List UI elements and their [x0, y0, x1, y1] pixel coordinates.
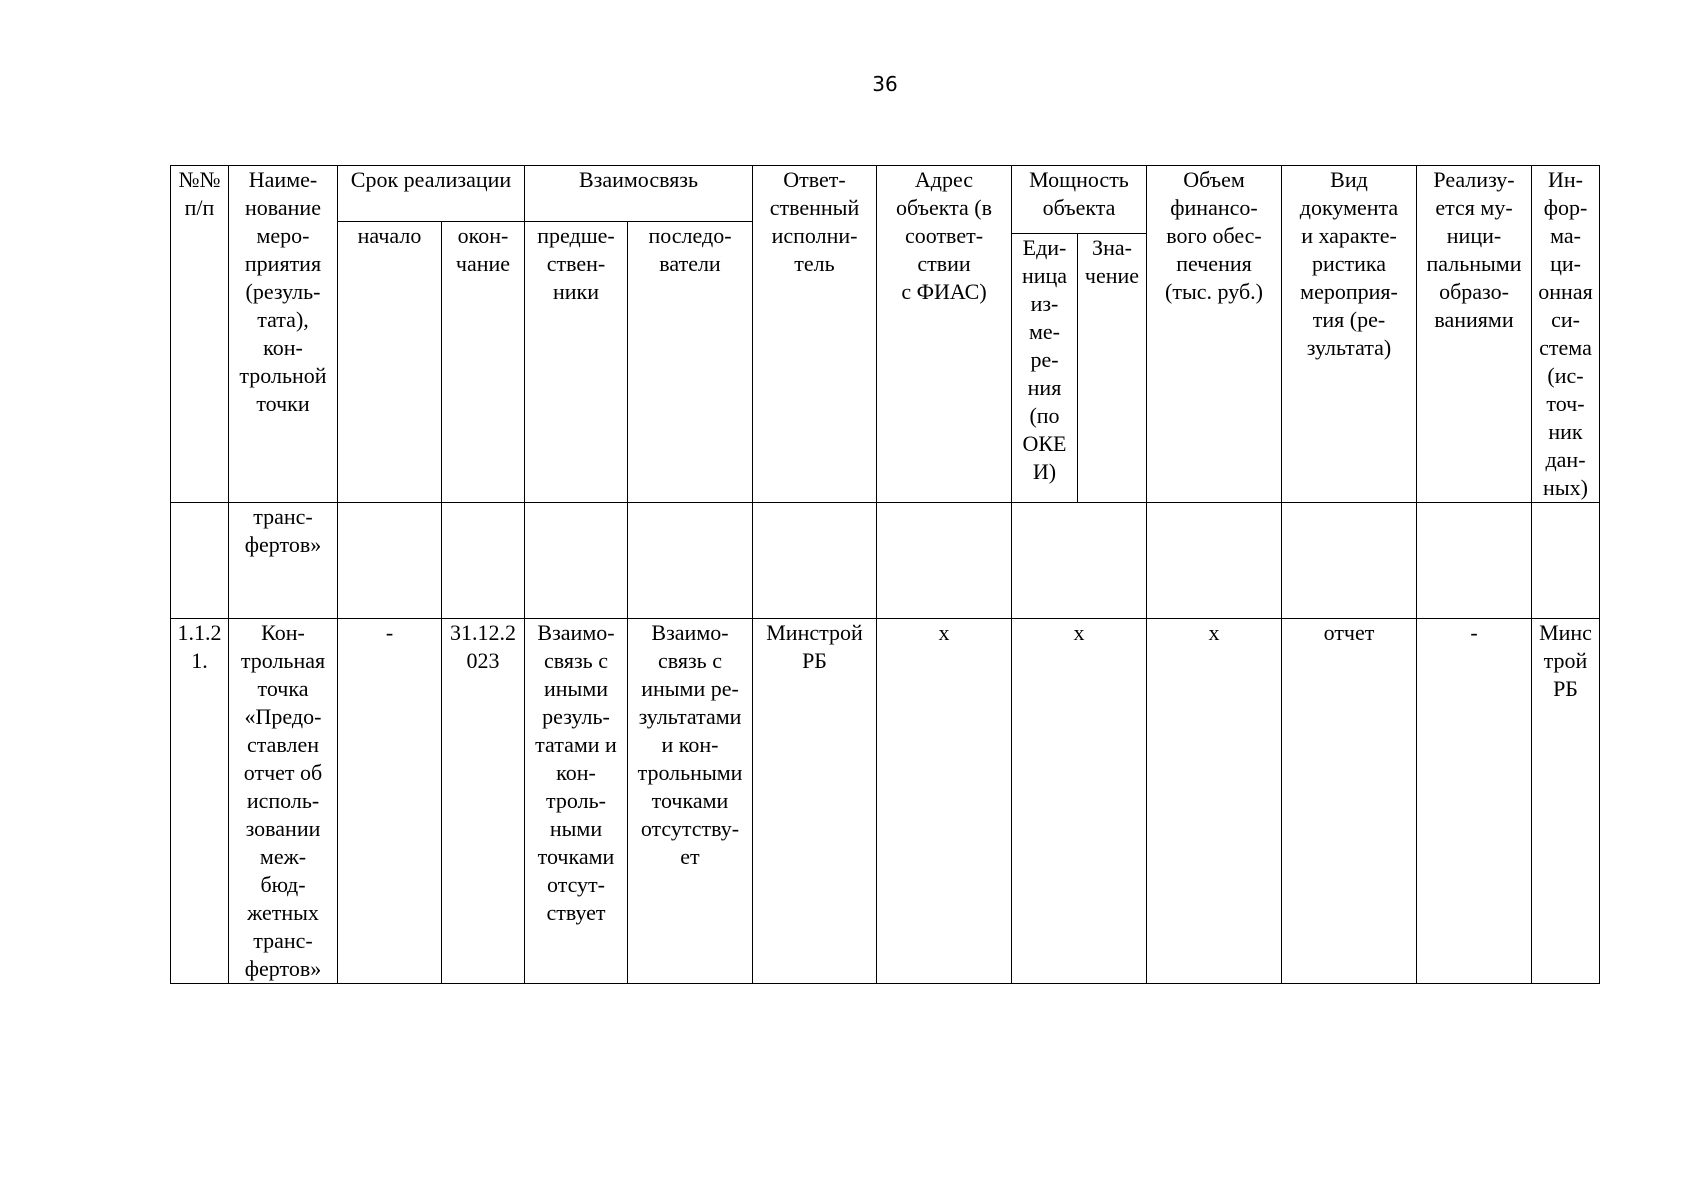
header-relation: Взаимосвязь — [525, 166, 753, 222]
header-info-system: Ин- фор- ма- ци- онная си- стема (ис- точ- ник дан- ных) — [1532, 166, 1600, 503]
header-capacity: Мощность объекта — [1012, 166, 1147, 234]
header-municipal: Реализу- ется му- ници- пальными образо- ваниями — [1417, 166, 1532, 503]
cell-next: Взаимо- связь с иными ре- зультатами и кон- трольными точками отсутству- ет — [628, 619, 753, 984]
cell-end — [442, 503, 525, 619]
cell-municipal — [1417, 503, 1532, 619]
cell-prev — [525, 503, 628, 619]
header-relation-prev: предше- ствен- ники — [525, 222, 628, 503]
cell-address: х — [877, 619, 1012, 984]
header-name: Наиме- нование меро- приятия (резуль- тата), кон- трольной точки — [229, 166, 338, 503]
cell-doc-type — [1282, 503, 1417, 619]
cell-info-system: Минс трой РБ — [1532, 619, 1600, 984]
header-finance: Объем финансо- вого обес- печения (тыс. руб.) — [1147, 166, 1282, 503]
cell-start — [338, 503, 442, 619]
header-capacity-value: Зна- чение — [1078, 234, 1147, 503]
cell-prev: Взаимо- связь с иными резуль- татами и кон- троль- ными точками отсут- ствует — [525, 619, 628, 984]
cell-capacity: х — [1012, 619, 1147, 984]
header-num: №№ п/п — [171, 166, 229, 503]
cell-responsible: Минстрой РБ — [753, 619, 877, 984]
header-responsible: Ответ- ственный исполни- тель — [753, 166, 877, 503]
table-row — [171, 503, 1600, 619]
cell-doc-type: отчет — [1282, 619, 1417, 984]
cell-finance — [1147, 503, 1282, 619]
cell-name: транс- фертов» — [229, 503, 338, 619]
cell-name: Кон- трольная точка «Предо- ставлен отчет об исполь- зовании меж- бюд- жетных транс- фертов» — [229, 619, 338, 984]
cell-responsible — [753, 503, 877, 619]
cell-num: 1.1.2 1. — [171, 619, 229, 984]
cell-address — [877, 503, 1012, 619]
cell-info-system — [1532, 503, 1600, 619]
header-row-1 — [171, 166, 1600, 222]
cell-municipal: - — [1417, 619, 1532, 984]
header-term-start: начало — [338, 222, 442, 503]
cell-finance: х — [1147, 619, 1282, 984]
cell-start: - — [338, 619, 442, 984]
page-number: 36 — [872, 72, 898, 96]
table-row — [171, 619, 1600, 984]
cell-capacity — [1012, 503, 1147, 619]
header-doc-type: Вид документа и характе- ристика мероприя- тия (ре- зультата) — [1282, 166, 1417, 503]
activity-plan-table — [170, 165, 1600, 984]
header-relation-next: последо- ватели — [628, 222, 753, 503]
header-term-end: окон- чание — [442, 222, 525, 503]
cell-num — [171, 503, 229, 619]
header-capacity-unit: Еди- ница из- ме- ре- ния (по ОКЕ И) — [1012, 234, 1078, 503]
header-term: Срок реализации — [338, 166, 525, 222]
cell-next — [628, 503, 753, 619]
header-address: Адрес объекта (в соответ- ствии с ФИАС) — [877, 166, 1012, 503]
cell-end: 31.12.2 023 — [442, 619, 525, 984]
